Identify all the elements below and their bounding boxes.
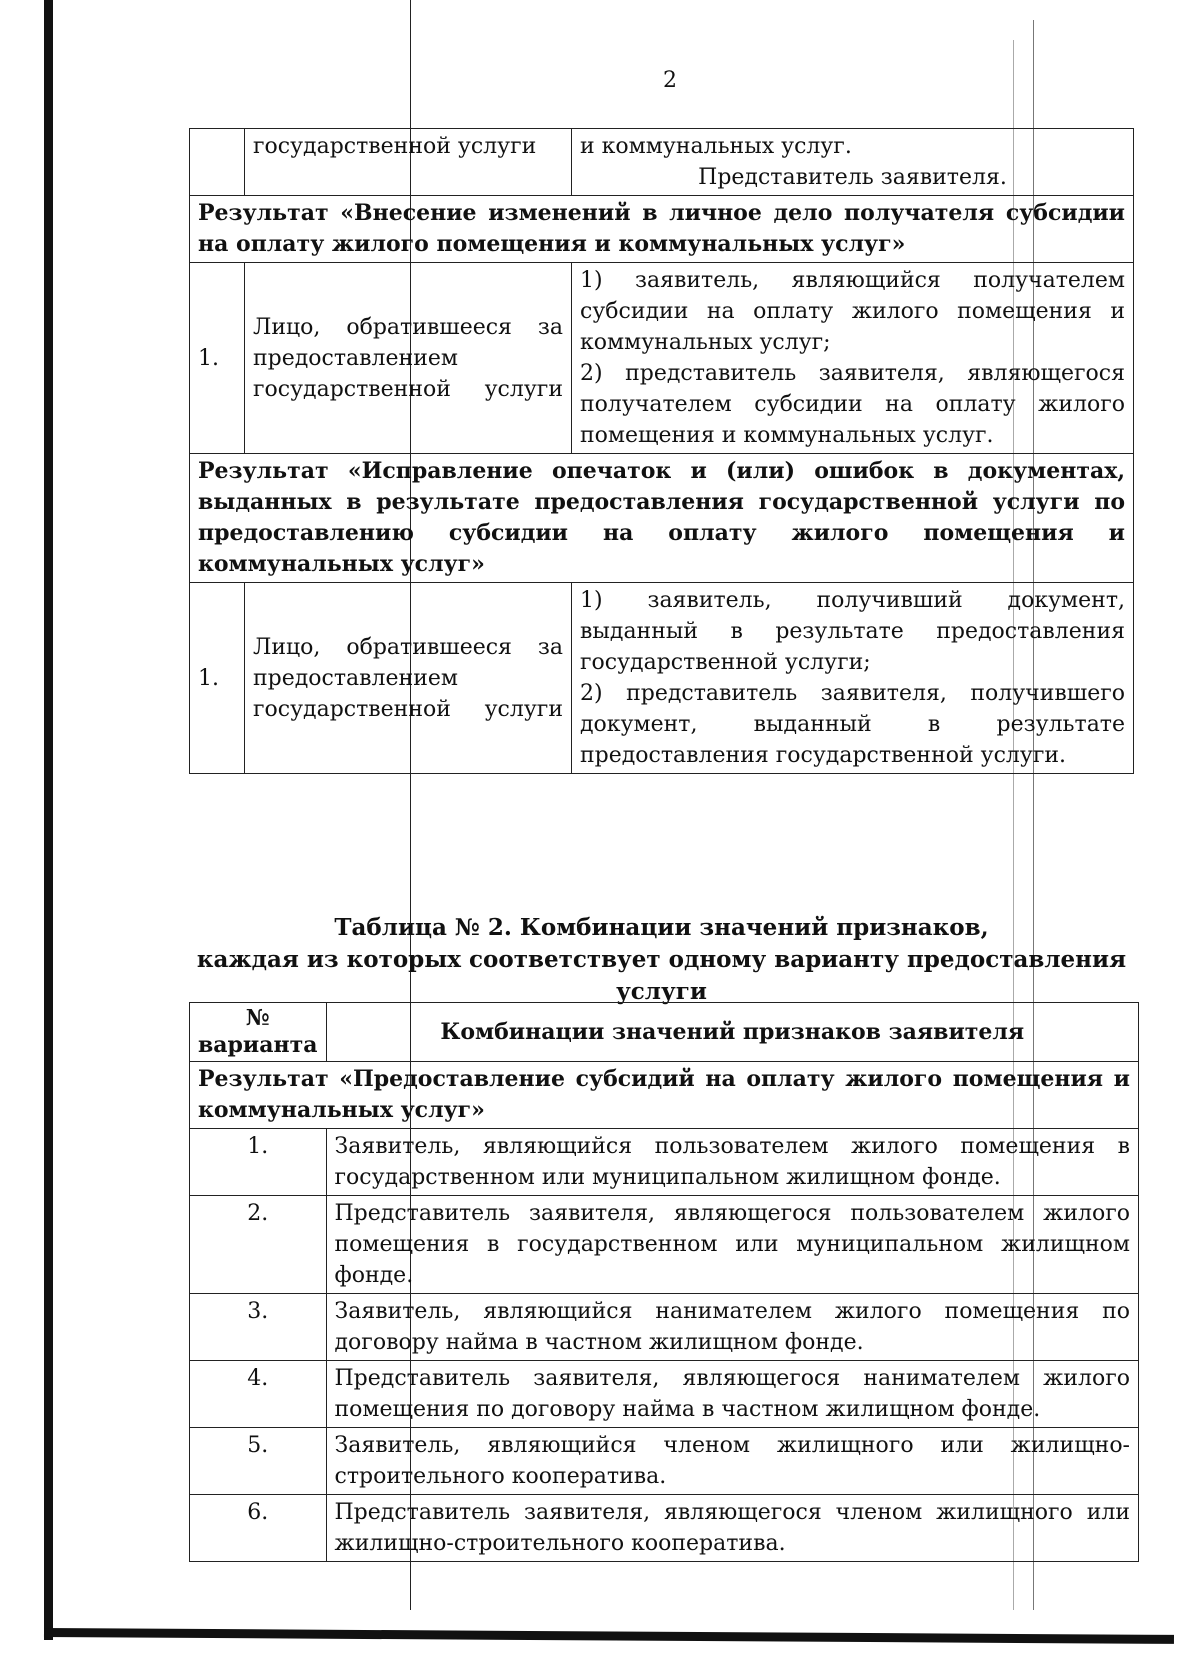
table-title-line: Таблица № 2. Комбинации значений признаков, bbox=[334, 914, 989, 941]
table-row bbox=[190, 1294, 1139, 1361]
table-title-line: каждая из которых соответствует одному варианту предоставления услуги bbox=[196, 946, 1127, 1005]
variant-number: 3. bbox=[190, 1294, 327, 1361]
variant-number: 2. bbox=[190, 1196, 327, 1294]
table-row bbox=[190, 1129, 1139, 1196]
row-number: 1. bbox=[190, 583, 245, 774]
table-row bbox=[190, 1495, 1139, 1562]
variant-description: Представитель заявителя, являющегося пользователем жилого помещения в государственном или муниципальном жилищном фонде. bbox=[326, 1196, 1139, 1294]
variant-description: Заявитель, являющийся нанимателем жилого помещения по договору найма в частном жилищном фонде. bbox=[326, 1294, 1139, 1361]
category-item: 1) заявитель, получивший документ, выданный в результате предоставления государственной услуги; bbox=[580, 588, 1125, 675]
result-row bbox=[190, 1062, 1139, 1129]
header-row bbox=[190, 1003, 1139, 1062]
result-heading: Результат «Исправление опечаток и (или) ошибок в документах, выданных в результате предоставления государственной услуги по предоставлению субсидии на оплату жилого помещения и коммунальных услуг» bbox=[190, 454, 1134, 583]
result-heading: Результат «Внесение изменений в личное дело получателя субсидии на оплату жилого помещения и коммунальных услуг» bbox=[190, 196, 1134, 263]
table-row bbox=[190, 583, 1134, 774]
table-row bbox=[190, 129, 1134, 196]
variant-description: Заявитель, являющийся пользователем жилого помещения в государственном или муниципальном жилищном фонде. bbox=[326, 1129, 1139, 1196]
variant-description: Представитель заявителя, являющегося нанимателем жилого помещения по договору найма в частном жилищном фонде. bbox=[326, 1361, 1139, 1428]
scan-bottom-edge bbox=[44, 1628, 1174, 1644]
variant-number-header bbox=[190, 1003, 327, 1062]
variant-number: 5. bbox=[190, 1428, 327, 1495]
category-text: и коммунальных услуг. bbox=[580, 134, 852, 159]
category-item: 2) представитель заявителя, являющегося получателем субсидии на оплату жилого помещения и коммунальных услуг. bbox=[580, 361, 1125, 448]
category-item: 1) заявитель, являющийся получателем субсидии на оплату жилого помещения и коммунальных услуг; bbox=[580, 268, 1125, 355]
result-row bbox=[190, 196, 1134, 263]
row-number: 1. bbox=[190, 263, 245, 454]
page-number: 2 bbox=[663, 68, 677, 93]
table-row bbox=[190, 1196, 1139, 1294]
category-item: 2) представитель заявителя, получившего документ, выданный в результате предоставления государственной услуги. bbox=[580, 681, 1125, 768]
table-row bbox=[190, 263, 1134, 454]
variant-number: 1. bbox=[190, 1129, 327, 1196]
variant-description: Заявитель, являющийся членом жилищного или жилищно-строительного кооператива. bbox=[326, 1428, 1139, 1495]
table-row bbox=[190, 1428, 1139, 1495]
variant-combinations-table bbox=[189, 1002, 1139, 1562]
table-title bbox=[189, 912, 1134, 1008]
variant-number: 4. bbox=[190, 1361, 327, 1428]
header-text: варианта bbox=[198, 1032, 318, 1058]
header-text: № bbox=[245, 1005, 270, 1031]
result-row bbox=[190, 454, 1134, 583]
applicant-description: Лицо, обратившееся за предоставлением государственной услуги bbox=[245, 583, 572, 774]
applicant-description: государственной услуги bbox=[245, 129, 572, 196]
row-number bbox=[190, 129, 245, 196]
applicant-description: Лицо, обратившееся за предоставлением государственной услуги bbox=[245, 263, 572, 454]
combination-header: Комбинации значений признаков заявителя bbox=[326, 1003, 1139, 1062]
applicant-categories bbox=[572, 583, 1134, 774]
category-text: Представитель заявителя. bbox=[698, 165, 1007, 190]
scan-left-edge bbox=[44, 0, 53, 1640]
table-row bbox=[190, 1361, 1139, 1428]
applicant-categories bbox=[572, 129, 1134, 196]
variant-number: 6. bbox=[190, 1495, 327, 1562]
result-heading: Результат «Предоставление субсидий на оплату жилого помещения и коммунальных услуг» bbox=[190, 1062, 1139, 1129]
variant-description: Представитель заявителя, являющегося членом жилищного или жилищно-строительного кооператива. bbox=[326, 1495, 1139, 1562]
applicant-categories bbox=[572, 263, 1134, 454]
applicant-categories-table bbox=[189, 128, 1134, 774]
